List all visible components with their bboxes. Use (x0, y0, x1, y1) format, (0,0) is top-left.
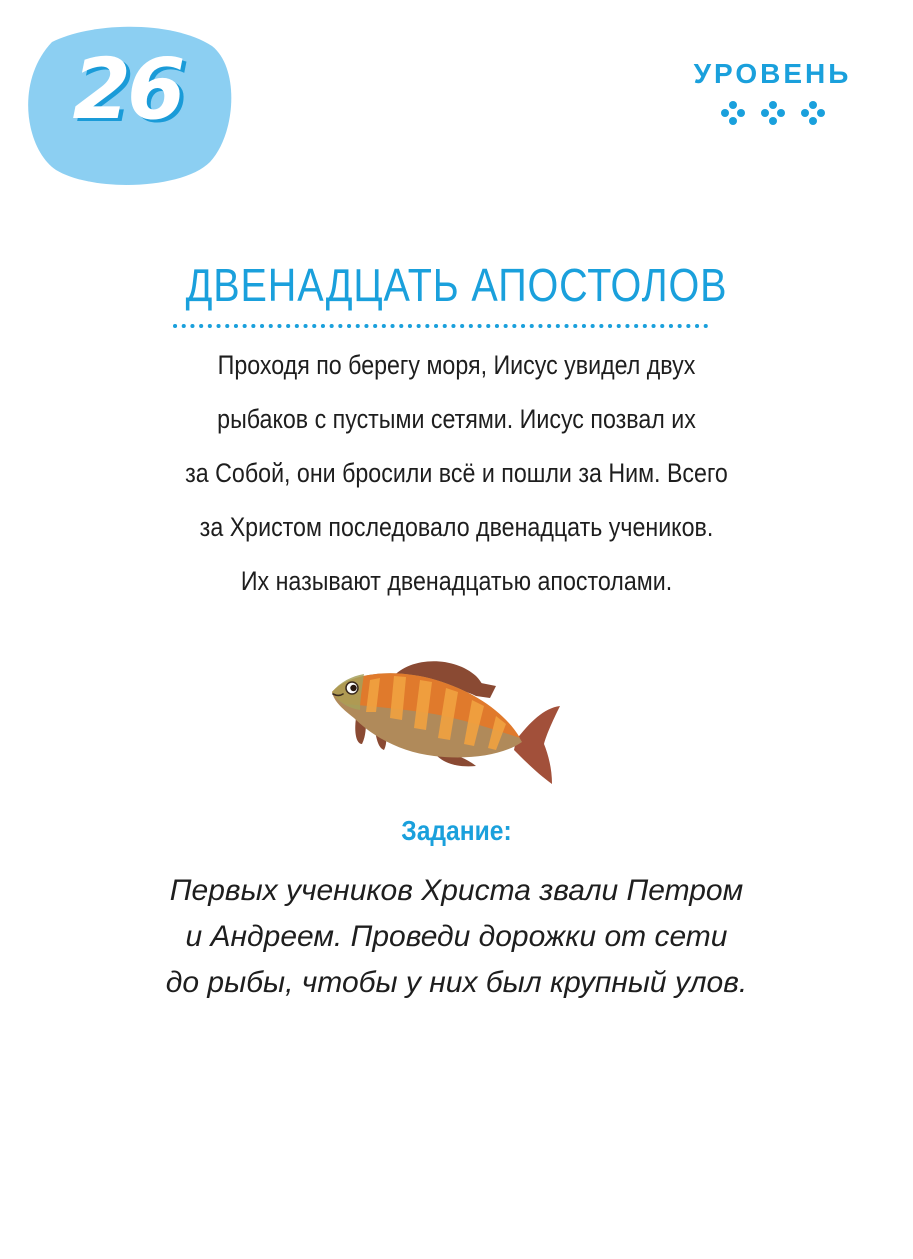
story-text (150, 338, 763, 608)
task-text (60, 868, 853, 1006)
page-number: 26 (72, 40, 182, 138)
page-title: ДВЕНАДЦАТЬ АПОСТОЛОВ (185, 259, 728, 311)
task-label: Задание: (401, 815, 512, 846)
task-line: Первых учеников Христа звали Петром (169, 874, 744, 907)
story-line: рыбаков с пустыми сетями. Иисус позвал их (217, 404, 696, 434)
level-indicator (670, 58, 875, 126)
title-dotted-underline (172, 322, 710, 330)
story-line: Их называют двенадцатью апостолами. (240, 566, 673, 596)
story-line: Проходя по берегу моря, Иисус увидел двух (217, 350, 696, 380)
task-line: и Андреем. Проведи дорожки от сети (185, 920, 728, 953)
level-dots (670, 100, 875, 126)
level-dot-icon (760, 100, 786, 126)
task-line: до рыбы, чтобы у них был крупный улов. (165, 966, 748, 999)
level-label: УРОВЕНЬ (693, 58, 852, 89)
story-line: за Христом последовало двенадцать учеников. (199, 512, 714, 542)
story-line: за Собой, они бросили всё и пошли за Ним. Всего (185, 458, 728, 488)
fish-illustration (326, 652, 562, 792)
level-dot-icon (800, 100, 826, 126)
page-number-badge (22, 24, 232, 184)
level-dot-icon (720, 100, 746, 126)
